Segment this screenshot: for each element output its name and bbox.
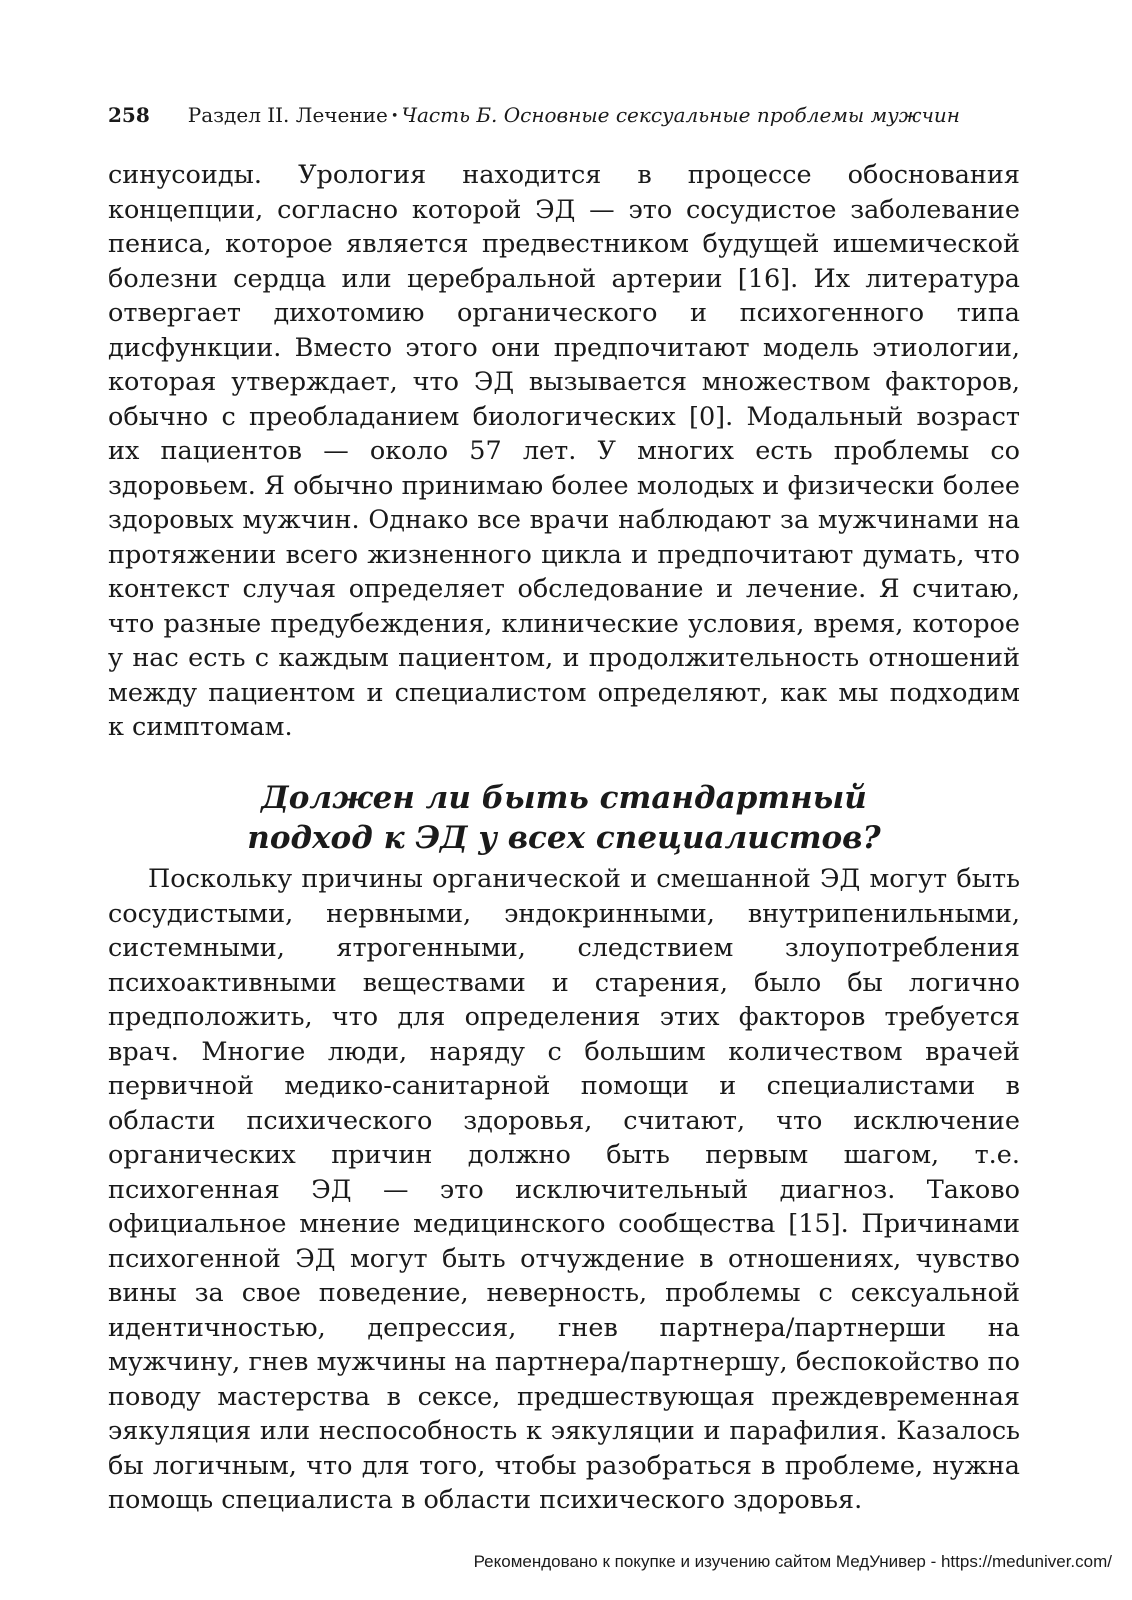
page-number: 258 bbox=[108, 103, 150, 127]
section-heading-line-1: Должен ли быть стандартный bbox=[261, 780, 867, 816]
section-heading bbox=[108, 778, 1020, 858]
section-title: Раздел II. Лечение bbox=[187, 103, 388, 127]
part-title: Часть Б. Основные сексуальные проблемы мужчин bbox=[401, 103, 960, 127]
running-header bbox=[108, 100, 1028, 134]
section-heading-line-2: подход к ЭД у всех специалистов? bbox=[247, 820, 881, 856]
header-separator: • bbox=[390, 109, 399, 124]
footer-watermark-link[interactable]: Рекомендовано к покупке и изучению сайтом МедУнивер - https://meduniver.com/ bbox=[473, 1552, 1112, 1571]
body-paragraph-2: Поскольку причины органической и смешанной ЭД могут быть сосудистыми, нервными, эндокринными, внутрипенильными, системными, ятрогенными, следствием злоупотребления психоактивными веществами и старения, было бы логично предположить, что для определения этих факторов требуется врач. Многие люди, наряду с большим количеством врачей первичной медико-санитарной помощи и специалистами в области психического здоровья, считают, что исключение органических причин должно быть первым шагом, т.е. психогенная ЭД — это исключительный диагноз. Таково официальное мнение медицинского сообщества [15]. Причинами психогенной ЭД могут быть отчуждение в отношениях, чувство вины за свое поведение, неверность, проблемы с сексуальной идентичностью, депрессия, гнев партнера/партнерши на мужчину, гнев мужчины на партнера/партнершу, беспокойство по поводу мастерства в сексе, предшествующая преждевременная эякуляция или неспособность к эякуляции и парафилия. Казалось бы логичным, что для того, чтобы разобраться в проблеме, нужна помощь специалиста в области психического здоровья. bbox=[108, 864, 1020, 1515]
body-paragraph-1: синусоиды. Урология находится в процессе обоснования концепции, согласно которой ЭД — это сосудистое заболевание пениса, которое является предвестником будущей ишемической болезни сердца или церебральной артерии [16]. Их литература отвергает дихотомию органического и психогенного типа дисфункции. Вместо этого они предпочитают модель этиологии, которая утверждает, что ЭД вызывается множеством факторов, обычно с преобладанием биологических [0]. Модальный возраст их пациентов — около 57 лет. У многих есть проблемы со здоровьем. Я обычно принимаю более молодых и физически более здоровых мужчин. Однако все врачи наблюдают за мужчинами на протяжении всего жизненного цикла и предпочитают думать, что контекст случая определяет обследование и лечение. Я считаю, что разные предубеждения, клинические условия, время, которое у нас есть с каждым пациентом, и продолжительность отношений между пациентом и специалистом определяют, как мы подходим к симптомам. bbox=[108, 160, 1020, 742]
